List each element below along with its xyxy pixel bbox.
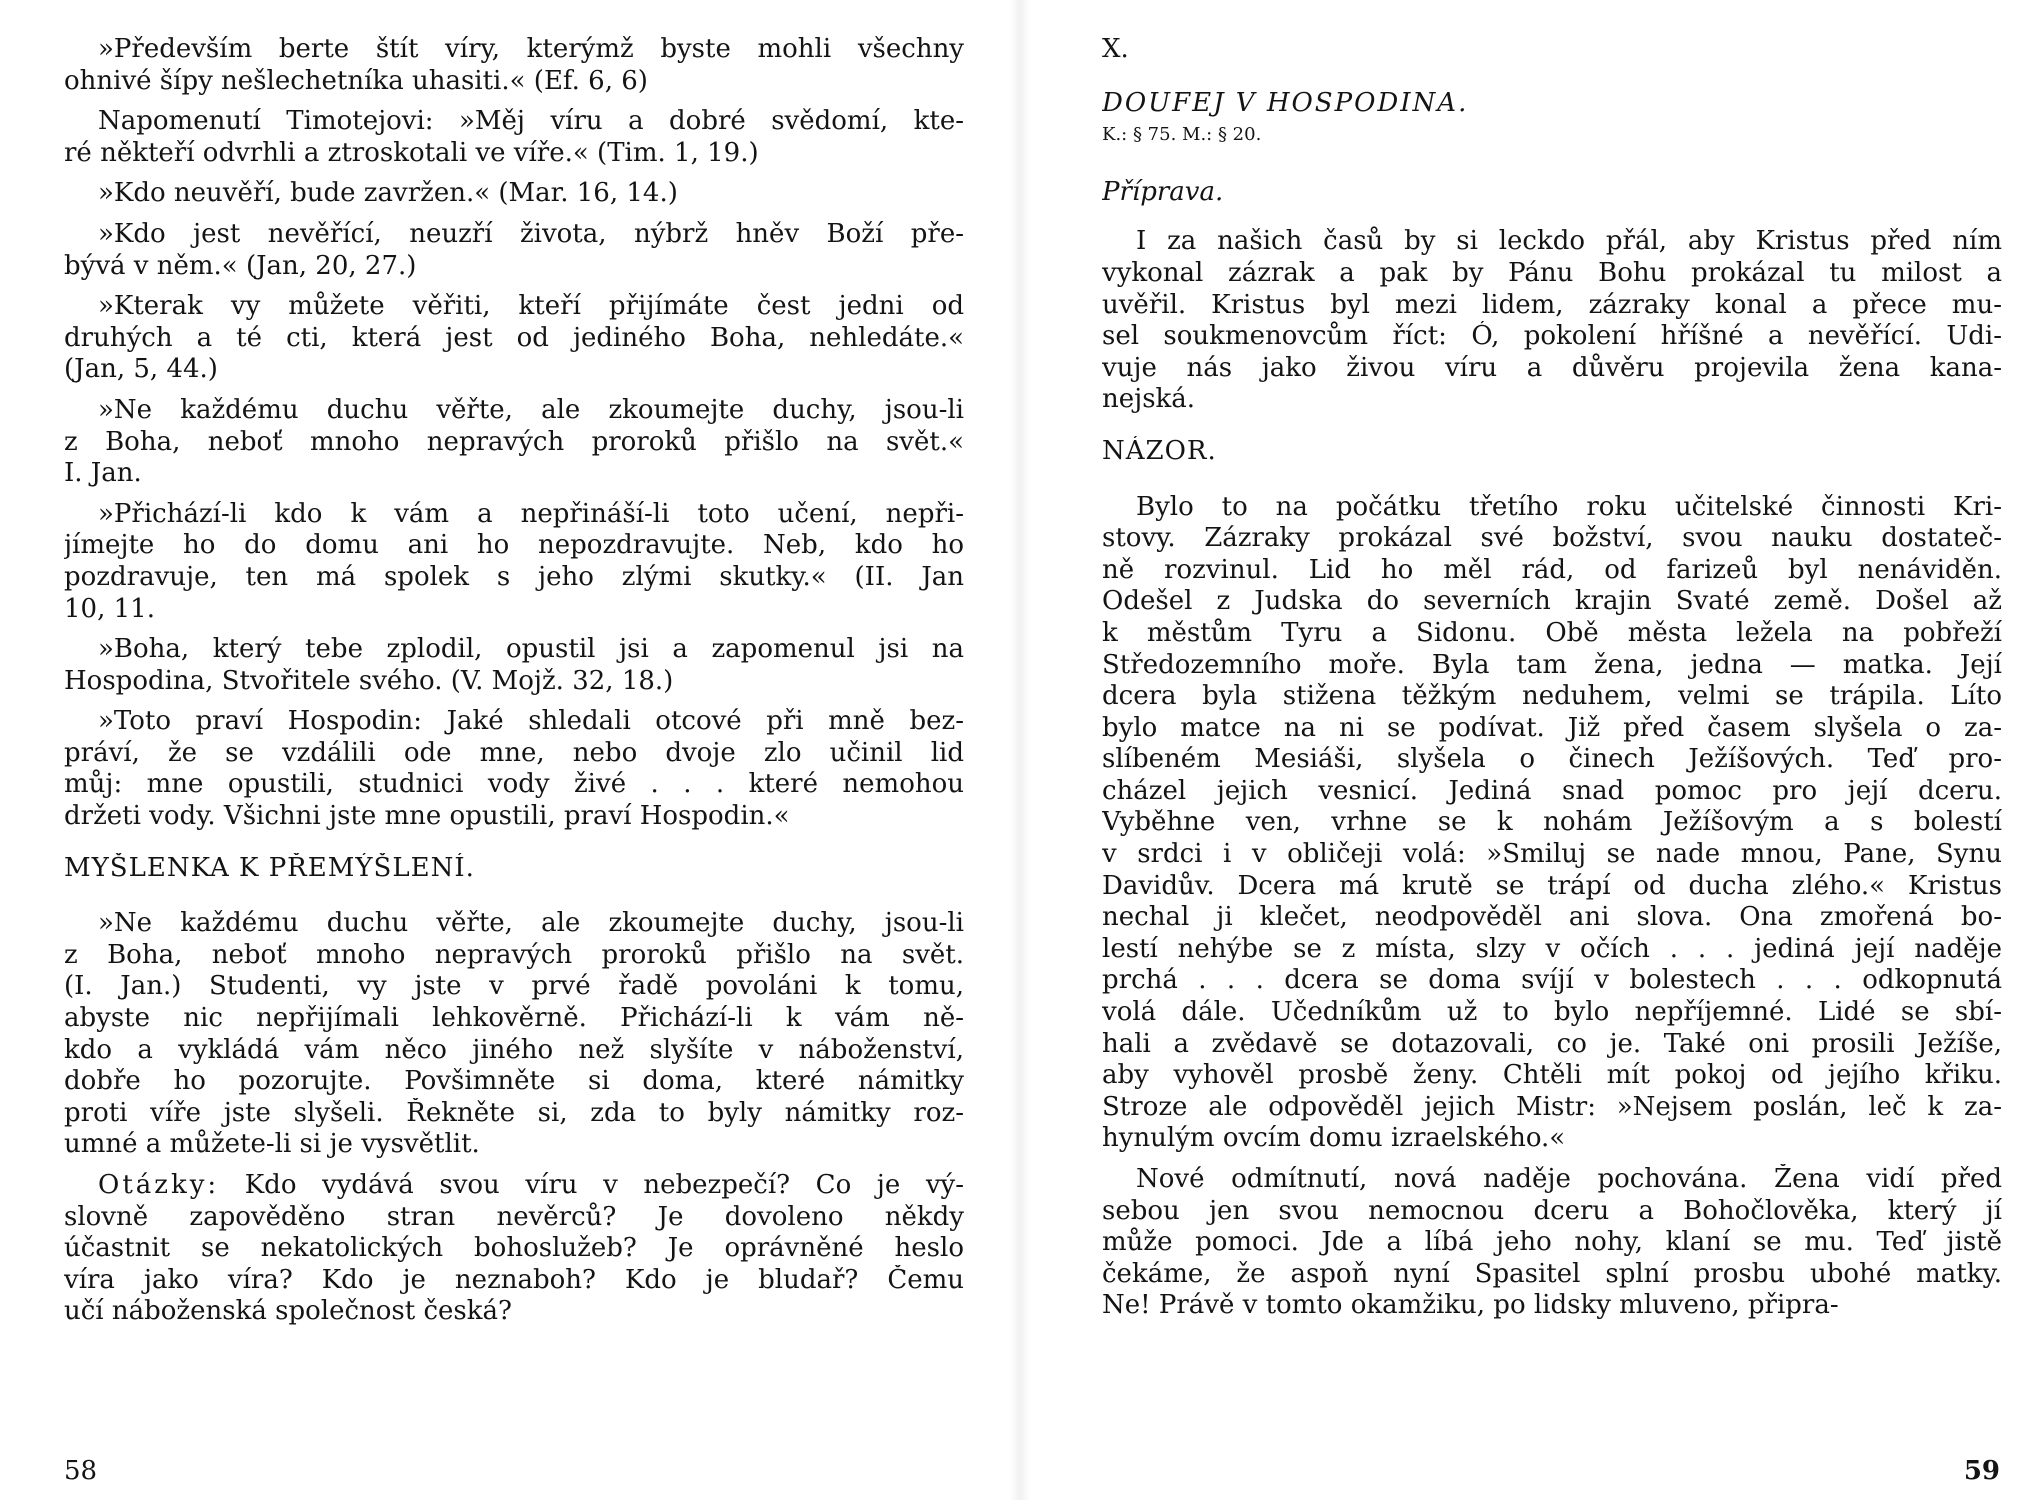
- scripture-quotes: [64, 34, 964, 833]
- page-number: 58: [64, 1456, 98, 1486]
- text-line: Odešel z Judska do severních krajin Svaté země. Došel až: [1102, 586, 2002, 617]
- text-line: 10, 11.: [64, 593, 155, 624]
- text-line: abyste nic nepřijímali lehkověrně. Přichází-li k vám ně-: [64, 1003, 964, 1034]
- text-line: umné a můžete-li si je vysvětlit.: [64, 1129, 480, 1160]
- text-line: [64, 1170, 964, 1202]
- text-line: »Kdo neuvěří, bude zavržen.« (Mar. 16, 14.): [98, 178, 678, 209]
- text-line: kdo a vykládá vám něco jiného než slyšíte v náboženství,: [64, 1034, 964, 1065]
- text-line: čekáme, že aspoň nyní Spasitel splní prosbu ubohé matky.: [1102, 1258, 2002, 1289]
- text-line: pozdravuje, ten má spolek s jeho zlými skutky.« (II. Jan: [64, 561, 964, 592]
- paragraph: [64, 1170, 964, 1328]
- paragraph: [64, 634, 964, 697]
- preparation-label: Příprava.: [1102, 176, 1224, 207]
- text-line: k městům Tyru a Sidonu. Obě města ležela na pobřeží: [1102, 617, 2002, 648]
- text-line: jímejte ho do domu ani ho nepozdravujte. Neb, kdo ho: [64, 530, 964, 561]
- text-line: Hospodina, Stvořitele svého. (V. Mojž. 32, 18.): [64, 665, 674, 696]
- right-page: [1020, 0, 2040, 1500]
- left-text-column: [64, 34, 964, 1337]
- text-line: prchá . . . dcera se doma svíjí v bolestech . . . odkopnutá: [1102, 965, 2002, 996]
- text-line: volá dále. Učedníkům už to bylo nepříjemné. Lidé se sbí-: [1102, 997, 2002, 1028]
- text-line: Napomenutí Timotejovi: »Měj víru a dobré svědomí, kte-: [98, 106, 964, 137]
- text-line: bývá v něm.« (Jan, 20, 27.): [64, 250, 417, 281]
- text-line: sebou jen svou nemocnou dceru a Bohočlověka, který jí: [1102, 1195, 2002, 1226]
- text-line: vuje nás jako živou víru a důvěru projevila žena kana-: [1102, 352, 2002, 383]
- text-line: nejská.: [1102, 384, 1196, 415]
- text-line: bylo matce na ni se podívat. Již před časem slyšela o za-: [1102, 712, 2002, 743]
- text-line: »Především berte štít víry, kterýmž byste mohli všechny: [98, 34, 964, 64]
- text-line: »Ne každému duchu věřte, ale zkoumejte duchy, jsou-li: [98, 394, 964, 425]
- questions-text: Kdo vydává svou víru v nebezpečí? Co je vý-: [219, 1170, 964, 1200]
- text-line: dobře ho pozorujte. Povšimněte si doma, které námitky: [64, 1066, 964, 1097]
- paragraph: [64, 706, 964, 832]
- text-line: práví, že se vzdálili ode mne, nebo dvoje zlo učinil lid: [64, 737, 964, 768]
- section-heading: NÁZOR.: [1102, 435, 1217, 466]
- text-line: účastnit se nekatolických bohoslužeb? Je oprávněné heslo: [64, 1233, 964, 1264]
- text-line: »Toto praví Hospodin: Jaké shledali otcové při mně bez-: [98, 706, 964, 737]
- chapter-title: DOUFEJ V HOSPODINA.: [1102, 87, 1469, 118]
- text-line: cházel jejich vesnicí. Jediná snad pomoc pro její dceru.: [1102, 775, 2002, 806]
- text-line: »Kterak vy můžete věřiti, kteří přijímáte čest jedni od: [98, 291, 964, 322]
- text-line: »Ne každému duchu věřte, ale zkoumejte duchy, jsou-li: [98, 908, 964, 939]
- text-line: držeti vody. Všichni jste mne opustili, praví Hospodin.«: [64, 801, 790, 832]
- text-line: stovy. Zázraky prokázal své božství, svou nauku dostateč-: [1102, 523, 2002, 554]
- questions-label: Otázky:: [98, 1170, 220, 1200]
- text-line: víra jako víra? Kdo je neznaboh? Kdo je bludař? Čemu: [64, 1264, 964, 1295]
- paragraph: [64, 499, 964, 625]
- text-line: ně rozvinul. Lid ho měl rád, od farizeů byl nenáviděn.: [1102, 554, 2002, 585]
- text-line: Stroze ale odpověděl jejich Mistr: »Nejsem poslán, leč k za-: [1102, 1091, 2002, 1122]
- text-line: I. Jan.: [64, 458, 142, 489]
- text-line: Ne! Právě v tomto okamžiku, po lidsky mluveno, připra-: [1102, 1290, 1839, 1321]
- text-line: slovně zapověděno stran nevěrců? Je dovoleno někdy: [64, 1201, 964, 1232]
- text-line: hali a zvědavě se dotazovali, co je. Také oni prosili Ježíše,: [1102, 1028, 2002, 1059]
- text-line: sel soukmenovcům říct: Ó, pokolení hříšné a nevěřící. Udi-: [1102, 321, 2002, 352]
- text-line: Bylo to na počátku třetího roku učitelské činnosti Kri-: [1136, 491, 2002, 522]
- questions-paragraph: [64, 1170, 964, 1328]
- text-line: uvěřil. Kristus byl mezi lidem, zázraky konal a přece mu-: [1102, 289, 2002, 320]
- text-line: Davidův. Dcera má krutě se trápí od ducha zlého.« Kristus: [1102, 870, 2002, 901]
- text-line: může pomoci. Jde a líbá jeho nohy, klaní se mu. Teď jistě: [1102, 1227, 2002, 1258]
- text-line: I za našich časů by si leckdo přál, aby Kristus před ním: [1136, 226, 2002, 257]
- text-line: z Boha, neboť mnoho nepravých proroků přišlo na svět.«: [64, 426, 964, 457]
- paragraph: [64, 908, 964, 1161]
- catechism-reference: K.: § 75. M.: § 20.: [1102, 124, 1262, 146]
- text-line: »Kdo jest nevěřící, neuzří života, nýbrž hněv Boží pře-: [98, 218, 964, 249]
- paragraph: [64, 291, 964, 386]
- text-line: ohnivé šípy nešlechetníka uhasiti.« (Ef. 6, 6): [64, 65, 648, 96]
- text-line: Vyběhne ven, vrhne se k nohám Ježíšovým a s bolestí: [1102, 807, 2002, 838]
- section-heading: MYŠLENKA K PŘEMÝŠLENÍ.: [64, 852, 475, 883]
- paragraph: [1102, 492, 2002, 1155]
- paragraph: [1102, 226, 2002, 416]
- text-line: proti víře jste slyšeli. Řekněte si, zda to byly námitky roz-: [64, 1097, 964, 1128]
- right-text-column: [1102, 34, 2002, 1331]
- text-line: »Boha, který tebe zplodil, opustil jsi a zapomenul jsi na: [98, 634, 964, 665]
- paragraph: [64, 178, 964, 210]
- text-line: ré někteří odvrhli a ztroskotali ve víře.« (Tim. 1, 19.): [64, 137, 759, 168]
- narrative-paragraphs: [1102, 492, 2002, 1322]
- paragraph: [64, 395, 964, 490]
- text-line: v srdci i v obličeji volá: »Smiluj se nade mnou, Pane, Synu: [1102, 839, 2002, 870]
- chapter-number: X.: [1102, 34, 1129, 64]
- text-line: Nové odmítnutí, nová naděje pochována. Žena vidí před: [1136, 1164, 2002, 1194]
- text-line: dcera byla stižena těžkým neduhem, velmi se trápila. Líto: [1102, 681, 2002, 712]
- text-line: druhých a té cti, která jest od jediného Boha, nehledáte.«: [64, 322, 964, 353]
- text-line: Středozemního moře. Byla tam žena, jedna — matka. Její: [1102, 649, 2002, 680]
- text-line: hynulým ovcím domu izraelského.«: [1102, 1123, 1566, 1154]
- text-line: učí náboženská společnost česká?: [64, 1296, 512, 1327]
- text-line: můj: mne opustili, studnici vody živé . . . které nemohou: [64, 769, 964, 800]
- paragraph: [64, 34, 964, 97]
- text-line: nechal ji klečet, neodpověděl ani slova. Ona zmořená bo-: [1102, 902, 2002, 933]
- text-line: slíbeném Mesiáši, slyšela o činech Ježíšových. Teď pro-: [1102, 744, 2002, 775]
- preparation-paragraph: [1102, 226, 2002, 416]
- text-line: vykonal zázrak a pak by Pánu Bohu prokázal tu milost a: [1102, 257, 2002, 288]
- paragraph: [1102, 1164, 2002, 1322]
- text-line: (I. Jan.) Studenti, vy jste v prvé řadě povoláni k tomu,: [64, 971, 964, 1002]
- reflection-paragraph: [64, 908, 964, 1161]
- text-line: aby vyhověl prosbě ženy. Chtěli mít pokoj od jejího křiku.: [1102, 1060, 2002, 1091]
- text-line: (Jan, 5, 44.): [64, 354, 218, 385]
- paragraph: [64, 106, 964, 169]
- paragraph: [64, 219, 964, 282]
- text-line: lestí nehýbe se z místa, slzy v očích . . . jediná její naděje: [1102, 933, 2002, 964]
- page-number: 59: [1963, 1456, 2000, 1486]
- text-line: z Boha, neboť mnoho nepravých proroků přišlo na svět.: [64, 939, 964, 970]
- text-line: »Přichází-li kdo k vám a nepřináší-li toto učení, nepři-: [98, 498, 964, 529]
